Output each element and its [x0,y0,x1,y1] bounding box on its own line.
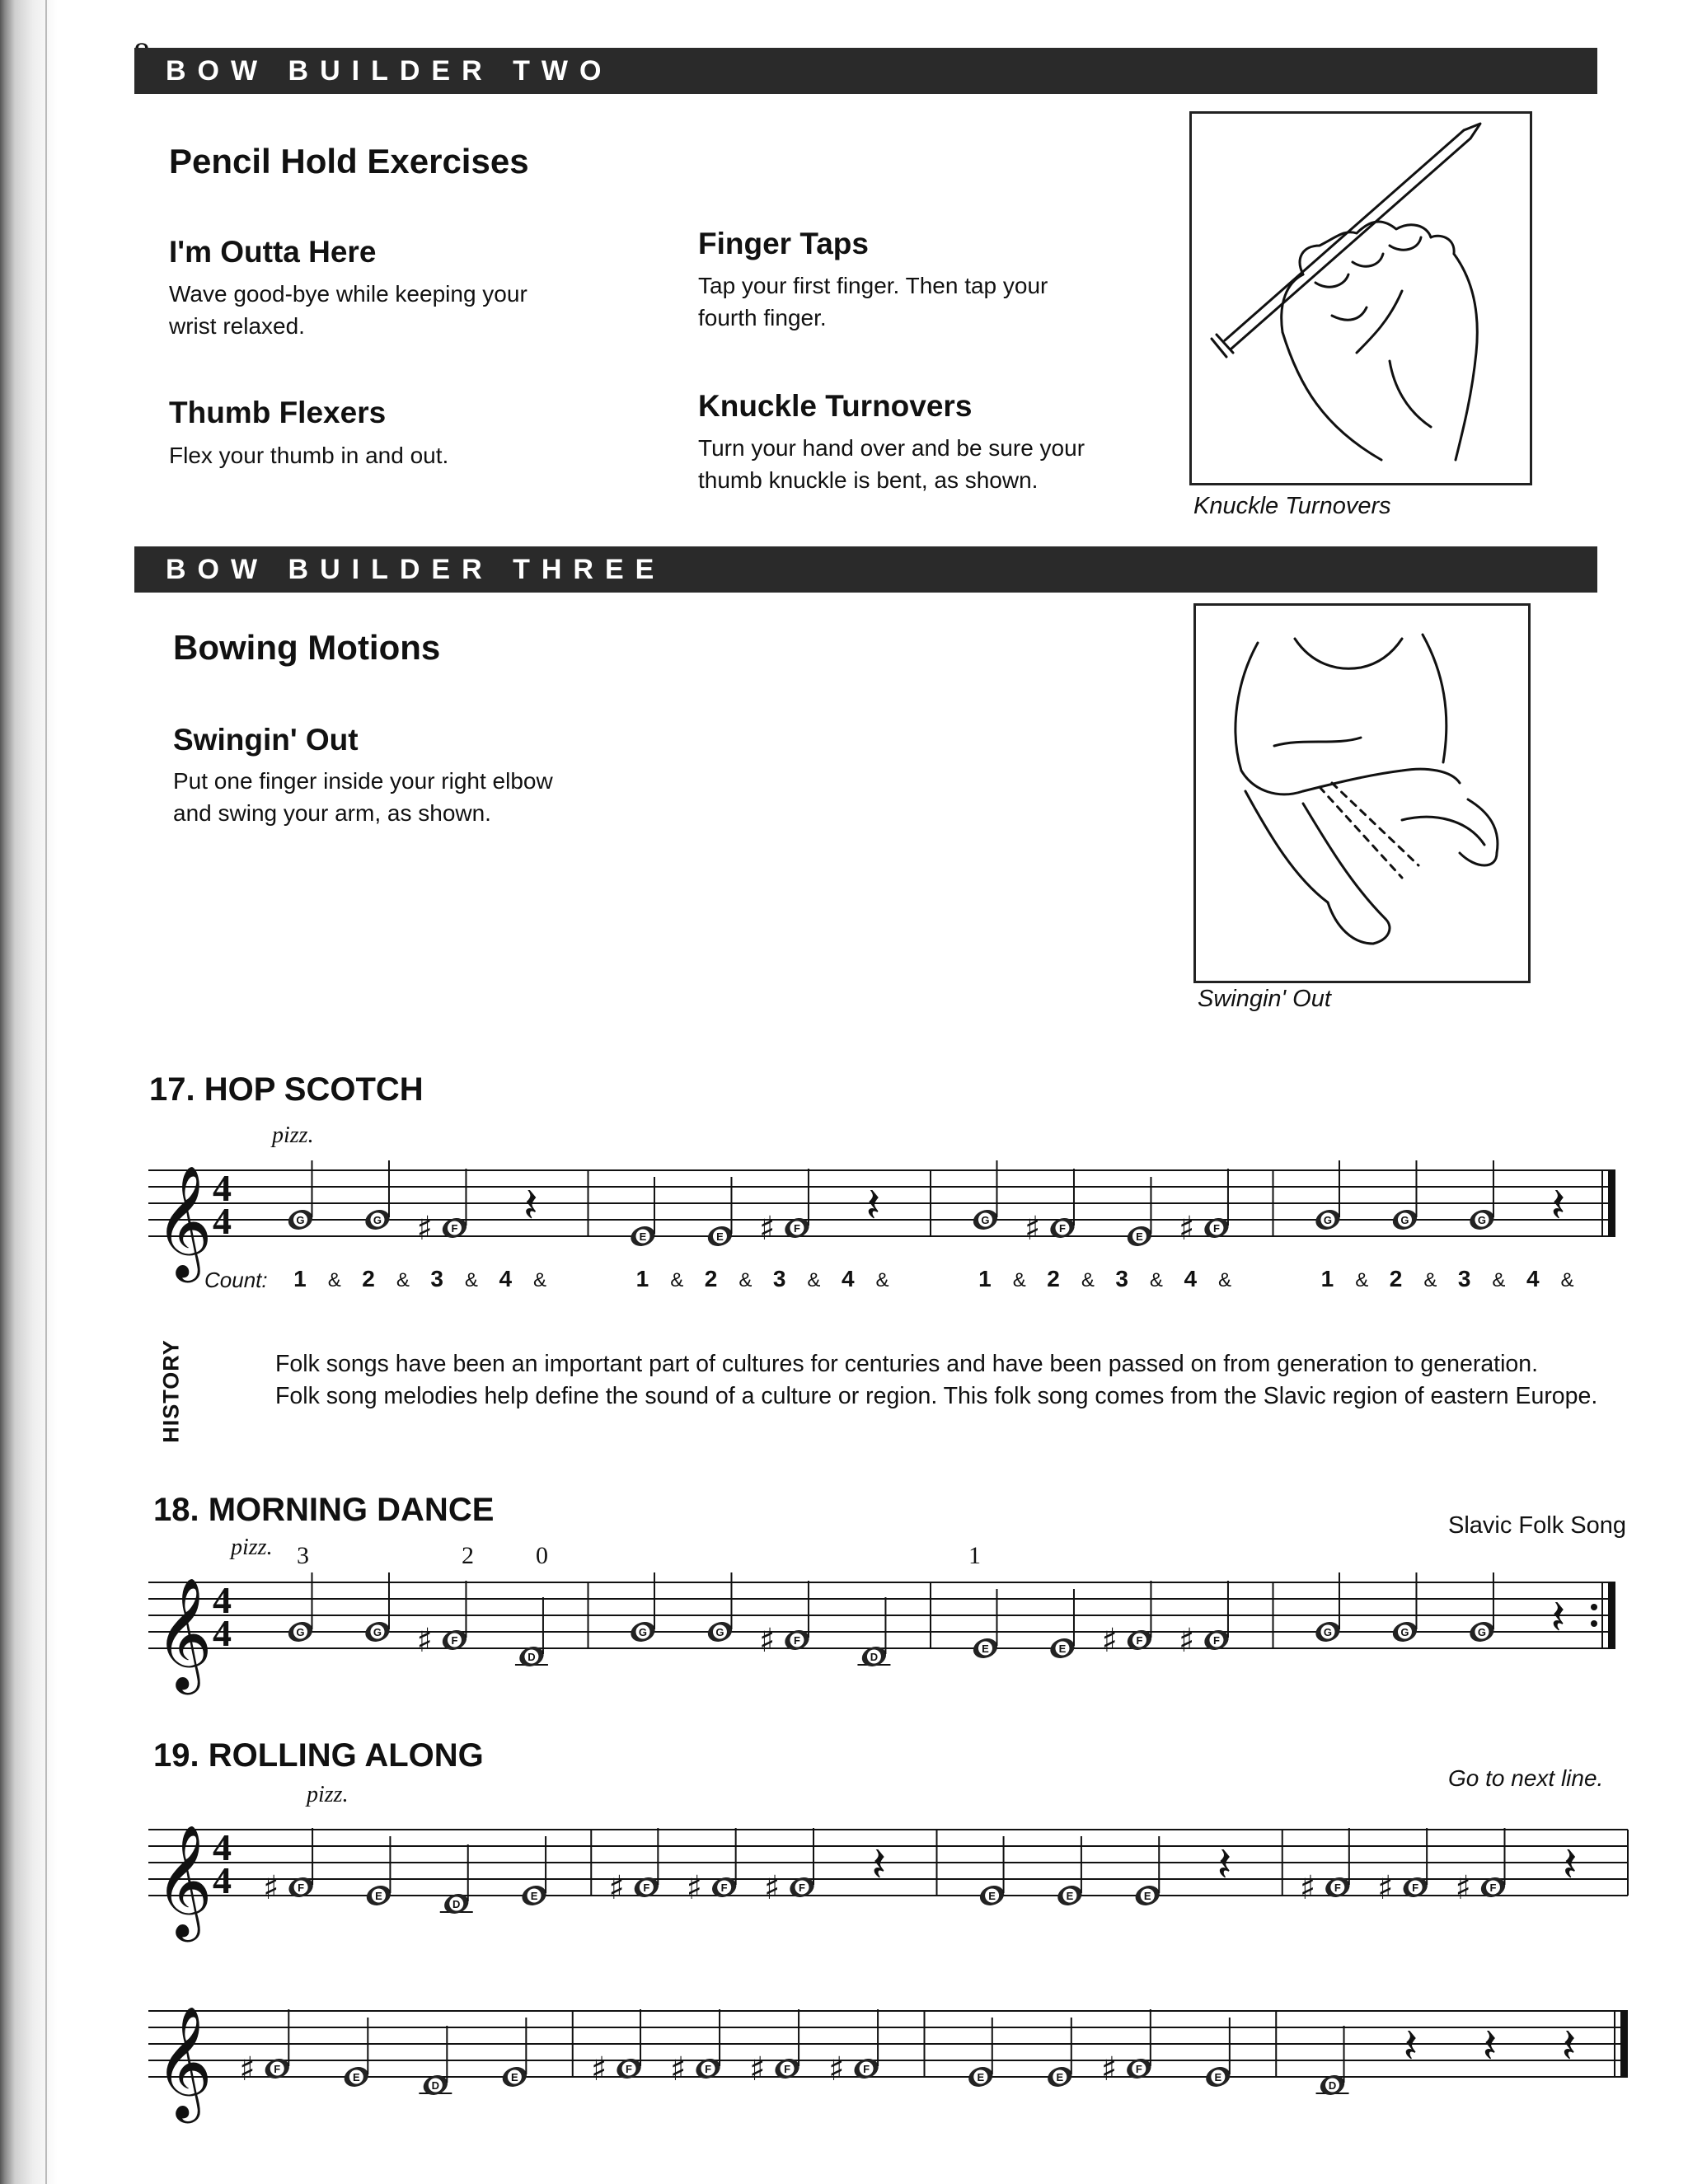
count-and: & [464,1269,478,1291]
count-and: & [1081,1269,1095,1291]
song-title-hop-scotch: 17. HOP SCOTCH [149,1071,424,1108]
svg-text:D: D [431,2079,440,2092]
sharp-icon: ♯ [1377,1869,1394,1907]
treble-clef-icon: 𝄞 [155,1823,213,1937]
note-g [363,1160,392,1233]
sharp-icon: ♯ [239,2050,256,2088]
svg-text:F: F [1212,1634,1220,1647]
note-e [1203,2018,1233,2090]
note-d [419,2026,452,2098]
exercise-title-outta-here: I'm Outta Here [169,235,377,269]
note-g [970,1160,1000,1233]
time-signature: 4 [213,1579,232,1621]
sharp-icon: ♯ [1299,1869,1316,1907]
exercise-text-swingin-out: Put one finger inside your right elbow and swing your arm, as shown. [173,768,553,826]
section-banner-bow-builder-two: BOW BUILDER TWO [134,48,1597,94]
count-beat: 3 [430,1266,443,1291]
count-and: & [1218,1269,1232,1291]
svg-text:E: E [977,2071,985,2083]
note-e [519,1836,549,1909]
count-beat: 1 [978,1266,992,1291]
section-heading-pencil-hold: Pencil Hold Exercises [169,142,529,180]
svg-text:G: G [1477,1626,1487,1638]
svg-text:G: G [296,1214,305,1226]
count-and: & [738,1269,753,1291]
note-e [1124,1177,1154,1249]
sharp-icon: ♯ [828,2050,845,2088]
repeat-dot [1591,1620,1597,1627]
count-and: & [1012,1269,1026,1291]
note-e [1055,1836,1085,1909]
pizz-marking: pizz. [307,1782,349,1807]
staff-rolling-along-line1 [0,1782,1688,1937]
sharp-icon: ♯ [1101,1622,1118,1660]
note-g [705,1572,734,1645]
exercise-text-thumb-flexers: Flex your thumb in and out. [169,443,449,468]
svg-text:F: F [720,1882,728,1894]
note-e [966,2018,996,2090]
quarter-rest-icon: 𝄽 [1217,1836,1232,1892]
note-g [285,1572,315,1645]
count-beat: 4 [499,1266,513,1291]
svg-text:F: F [799,1882,805,1894]
count-row [204,1263,1589,1296]
svg-text:D: D [528,1651,536,1663]
note-g [1390,1572,1419,1645]
count-and: & [875,1269,889,1291]
count-beat: 2 [704,1266,718,1291]
svg-text:G: G [981,1214,990,1226]
svg-text:F: F [643,1882,650,1894]
staff-rolling-along-line2 [0,1978,1688,2118]
count-and: & [1560,1269,1574,1291]
count-beat: 1 [293,1266,307,1291]
quarter-rest-icon: 𝄽 [1562,1836,1578,1892]
count-label: Count: [204,1268,268,1292]
note-e [363,1836,393,1909]
quarter-rest-icon: 𝄽 [1403,2018,1418,2074]
count-beat: 4 [1526,1266,1540,1291]
svg-text:G: G [1477,1214,1487,1226]
sharp-icon: ♯ [416,1622,433,1660]
sharp-icon: ♯ [749,2050,766,2088]
count-beat: 2 [1047,1266,1060,1291]
svg-text:F: F [863,2063,870,2075]
svg-text:F: F [298,1882,305,1894]
fingering-number: 2 [462,1542,474,1569]
svg-text:F: F [1136,1634,1143,1647]
svg-text:E: E [1066,1890,1074,1902]
exercise-title-finger-taps: Finger Taps [698,227,869,260]
svg-text:G: G [373,1626,382,1638]
note-g [363,1572,392,1645]
count-and: & [1355,1269,1369,1291]
sharp-icon: ♯ [670,2050,687,2088]
quarter-rest-icon: 𝄽 [1550,1589,1566,1645]
sharp-icon: ♯ [263,1869,279,1907]
svg-text:F: F [793,1634,800,1647]
fingering-number: 3 [297,1542,309,1569]
count-beat: 3 [1115,1266,1128,1291]
svg-text:D: D [452,1898,461,1910]
svg-text:D: D [1328,2079,1337,2092]
time-signature: 4 [213,1167,232,1209]
note-g [1390,1160,1419,1233]
section-heading-bowing-motions: Bowing Motions [173,628,441,667]
svg-text:G: G [296,1626,305,1638]
svg-text:G: G [715,1626,724,1638]
note-g [285,1160,315,1233]
quarter-rest-icon: 𝄽 [1561,2018,1577,2074]
quarter-rest-icon: 𝄽 [1482,2018,1498,2074]
history-text: Folk songs have been an important part of cultures for centuries and have been passed on from generation to generation. Folk song melodies help define the sound of a culture or region. This folk song comes from the Slavic region of eastern Europe. [275,1351,1598,1409]
go-to-next-line: Go to next line. [1448,1765,1604,1791]
count-and: & [807,1269,821,1291]
exercise-text-finger-taps: Tap your first finger. Then tap your fourth finger. [698,273,1048,330]
final-bar-thick [1608,1170,1615,1236]
arm-swing-drawing [1196,606,1528,981]
quarter-rest-icon: 𝄽 [871,1836,887,1892]
sharp-icon: ♯ [758,1622,776,1660]
song-attribution: Slavic Folk Song [1448,1512,1626,1539]
quarter-rest-icon: 𝄽 [523,1177,538,1233]
note-d [515,1597,548,1670]
svg-text:E: E [1214,2071,1222,2083]
exercise-title-swingin-out: Swingin' Out [173,723,359,757]
sharp-icon: ♯ [416,1210,433,1248]
staff-hop-scotch [0,1122,1688,1277]
svg-text:F: F [705,2063,712,2075]
illustration-swingin-out [1193,603,1531,983]
sharp-icon: ♯ [686,1869,703,1907]
fingering-number: 1 [968,1542,981,1569]
treble-clef-icon: 𝄞 [155,1576,213,1690]
note-e [705,1177,734,1249]
svg-text:G: G [638,1626,648,1638]
note-e [978,1836,1007,1909]
note-e [1132,1836,1162,1909]
svg-text:E: E [1143,1890,1151,1902]
pizz-marking: pizz. [272,1122,314,1148]
svg-text:G: G [1323,1214,1333,1226]
treble-clef-icon: 𝄞 [155,1164,213,1277]
exercise-text-knuckle-turnovers: Turn your hand over and be sure your thumb knuckle is bent, as shown. [698,435,1085,493]
note-d [857,1597,890,1670]
note-g [1313,1160,1343,1233]
sharp-icon: ♯ [591,2050,607,2088]
treble-clef-icon: 𝄞 [155,2004,213,2118]
quarter-rest-icon: 𝄽 [865,1177,881,1233]
svg-text:F: F [1212,1222,1220,1235]
time-signature: 4 [213,1826,232,1868]
song-title-morning-dance: 18. MORNING DANCE [153,1492,495,1528]
note-e [628,1177,658,1249]
count-beat: 1 [1320,1266,1334,1291]
final-bar-thick [1620,2011,1628,2077]
count-and: & [533,1269,547,1291]
svg-text:G: G [1323,1626,1333,1638]
svg-text:E: E [716,1230,724,1243]
count-and: & [1492,1269,1506,1291]
svg-text:D: D [870,1651,879,1663]
svg-text:E: E [1056,2071,1064,2083]
svg-text:F: F [626,2063,633,2075]
count-and: & [670,1269,684,1291]
exercise-title-knuckle-turnovers: Knuckle Turnovers [698,389,973,423]
svg-text:E: E [639,1230,647,1243]
svg-text:F: F [1489,1882,1497,1894]
count-and: & [396,1269,410,1291]
note-e [341,2018,371,2090]
svg-text:F: F [793,1222,800,1235]
count-beat: 3 [1457,1266,1471,1291]
svg-text:E: E [530,1890,538,1902]
sharp-icon: ♯ [1178,1210,1195,1248]
time-signature: 4 [213,1200,232,1242]
svg-text:G: G [373,1214,382,1226]
caption-swingin-out: Swingin' Out [1198,986,1331,1012]
svg-text:E: E [988,1890,996,1902]
svg-text:F: F [784,2063,791,2075]
section-banner-bow-builder-three: BOW BUILDER THREE [134,546,1597,593]
note-g [628,1572,658,1645]
svg-text:E: E [352,2071,360,2083]
count-beat: 4 [1184,1266,1198,1291]
svg-text:E: E [1058,1643,1067,1655]
svg-text:G: G [1400,1626,1409,1638]
svg-text:E: E [1136,1230,1143,1243]
svg-text:F: F [1135,2063,1142,2075]
svg-text:F: F [1058,1222,1066,1235]
count-beat: 4 [841,1266,855,1291]
note-g [1467,1160,1497,1233]
fingering-number: 0 [536,1542,548,1569]
time-signature: 4 [213,1859,232,1901]
count-beat: 1 [635,1266,649,1291]
exercise-title-thumb-flexers: Thumb Flexers [169,396,387,429]
note-d [1316,2026,1349,2098]
sharp-icon: ♯ [1455,1869,1471,1907]
count-beat: 2 [1389,1266,1403,1291]
sharp-icon: ♯ [1178,1622,1195,1660]
count-beat: 2 [362,1266,375,1291]
count-and: & [1423,1269,1437,1291]
sharp-icon: ♯ [1024,1210,1041,1248]
count-and: & [327,1269,341,1291]
song-title-rolling-along: 19. ROLLING ALONG [153,1737,484,1774]
svg-text:G: G [1400,1214,1409,1226]
illustration-hand-pencil [1189,111,1532,485]
note-e [1048,1589,1077,1661]
note-e [970,1589,1000,1661]
note-g [1467,1572,1497,1645]
sharp-icon: ♯ [763,1869,781,1907]
staff-morning-dance [0,1535,1688,1690]
time-signature: 4 [213,1612,232,1654]
exercise-text-outta-here: Wave good-bye while keeping your wrist relaxed. [169,281,528,339]
note-d [440,1844,473,1917]
sharp-icon: ♯ [1100,2050,1118,2088]
svg-text:F: F [1334,1882,1341,1894]
svg-text:F: F [451,1222,458,1235]
svg-text:E: E [511,2071,518,2083]
svg-text:E: E [982,1643,989,1655]
svg-text:F: F [274,2063,281,2075]
note-e [1045,2018,1075,2090]
repeat-bar-thick [1608,1582,1615,1648]
caption-knuckle-turnovers: Knuckle Turnovers [1193,493,1391,519]
svg-text:F: F [1412,1882,1419,1894]
sharp-icon: ♯ [608,1869,625,1907]
svg-text:E: E [375,1890,382,1902]
quarter-rest-icon: 𝄽 [1550,1177,1566,1233]
repeat-dot [1591,1604,1597,1610]
note-g [1313,1572,1343,1645]
count-and: & [1149,1269,1163,1291]
count-beat: 3 [772,1266,786,1291]
note-e [499,2018,529,2090]
sharp-icon: ♯ [758,1210,776,1248]
pizz-marking: pizz. [231,1535,273,1560]
svg-text:F: F [451,1634,458,1647]
history-tag: HISTORY [158,1338,184,1443]
hand-pencil-drawing [1192,114,1530,483]
